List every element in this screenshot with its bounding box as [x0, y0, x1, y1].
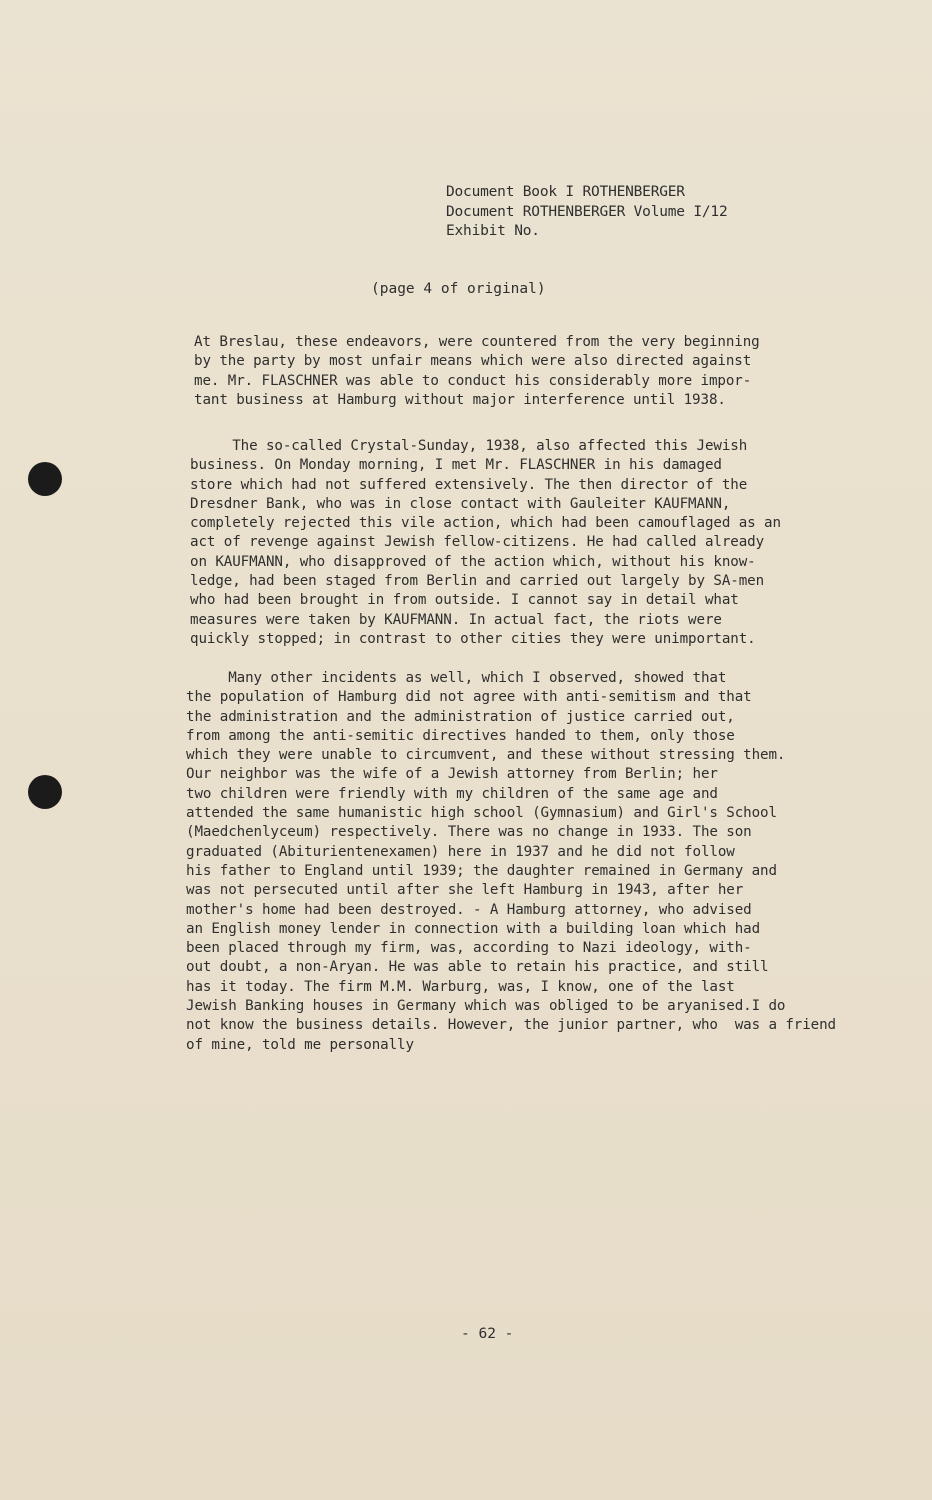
text-line: the administration and the administration of justice carried out,	[186, 708, 735, 725]
text-line: store which had not suffered extensively. The then director of the	[190, 476, 748, 493]
text-line: by the party by most unfair means which were also directed against	[194, 353, 752, 370]
text-line: two children were friendly with my children of the same age and	[186, 785, 718, 802]
header-line-volume: Document ROTHENBERGER Volume I/12	[446, 203, 728, 220]
text-line: Many other incidents as well, which I observed, showed that	[186, 670, 727, 686]
text-line: which they were unable to circumvent, and these without stressing them.	[186, 747, 786, 764]
text-line: has it today. The firm M.M. Warburg, was, I know, one of the last	[186, 978, 735, 995]
text-line: tant business at Hamburg without major interference until 1938.	[194, 391, 726, 408]
text-line: his father to England until 1939; the daughter remained in Germany and	[186, 862, 777, 879]
text-line: out doubt, a non-Aryan. He was able to retain his practice, and still	[186, 959, 769, 976]
text-line: (Maedchenlyceum) respectively. There was no change in 1933. The son	[186, 824, 752, 841]
text-line: Dresdner Bank, who was in close contact with Gauleiter KAUFMANN,	[190, 495, 731, 512]
paragraph-3	[186, 669, 876, 1055]
document-header	[446, 183, 727, 242]
text-line: on KAUFMANN, who disapproved of the action which, without his know-	[190, 553, 756, 570]
text-line: me. Mr. FLASCHNER was able to conduct his considerably more impor-	[194, 372, 752, 389]
text-line: Jewish Banking houses in Germany which was obliged to be aryanised.I do	[186, 998, 786, 1015]
text-line: was not persecuted until after she left Hamburg in 1943, after her	[186, 882, 744, 899]
text-line: an English money lender in connection with a building loan which had	[186, 920, 761, 937]
text-line: act of revenge against Jewish fellow-citizens. He had called already	[190, 534, 765, 551]
text-line: not know the business details. However, the junior partner, who was a friend	[186, 1017, 837, 1034]
text-line: measures were taken by KAUFMANN. In actual fact, the riots were	[190, 611, 722, 628]
punch-hole	[28, 775, 62, 809]
text-line: attended the same humanistic high school (Gymnasium) and Girl's School	[186, 805, 777, 822]
text-line: ledge, had been staged from Berlin and carried out largely by SA-men	[190, 573, 765, 590]
text-line: who had been brought in from outside. I cannot say in detail what	[190, 592, 739, 609]
text-line: completely rejected this vile action, which had been camouflaged as an	[190, 515, 781, 532]
text-line: of mine, told me personally	[186, 1036, 414, 1053]
text-line: At Breslau, these endeavors, were countered from the very beginning	[194, 334, 760, 350]
punch-hole	[28, 462, 62, 496]
text-line: Our neighbor was the wife of a Jewish attorney from Berlin; her	[186, 766, 718, 783]
header-line-exhibit: Exhibit No.	[446, 223, 540, 239]
paragraph-1	[194, 333, 884, 410]
header-line-book: Document Book I ROTHENBERGER	[446, 184, 685, 200]
paragraph-2	[190, 437, 880, 649]
text-line: mother's home had been destroyed. - A Hamburg attorney, who advised	[186, 901, 752, 918]
text-line: been placed through my firm, was, according to Nazi ideology, with-	[186, 940, 752, 957]
text-line: The so-called Crystal-Sunday, 1938, also affected this Jewish	[190, 438, 748, 454]
text-line: quickly stopped; in contrast to other cities they were unimportant.	[190, 630, 756, 647]
text-line: the population of Hamburg did not agree with anti-semitism and that	[186, 689, 752, 706]
text-line: business. On Monday morning, I met Mr. FLASCHNER in his damaged	[190, 457, 722, 474]
text-line: from among the anti-semitic directives handed to them, only those	[186, 727, 735, 744]
page-reference: (page 4 of original)	[371, 281, 546, 297]
text-line: graduated (Abiturientenexamen) here in 1937 and he did not follow	[186, 843, 735, 860]
page-number: - 62 -	[461, 1326, 514, 1342]
